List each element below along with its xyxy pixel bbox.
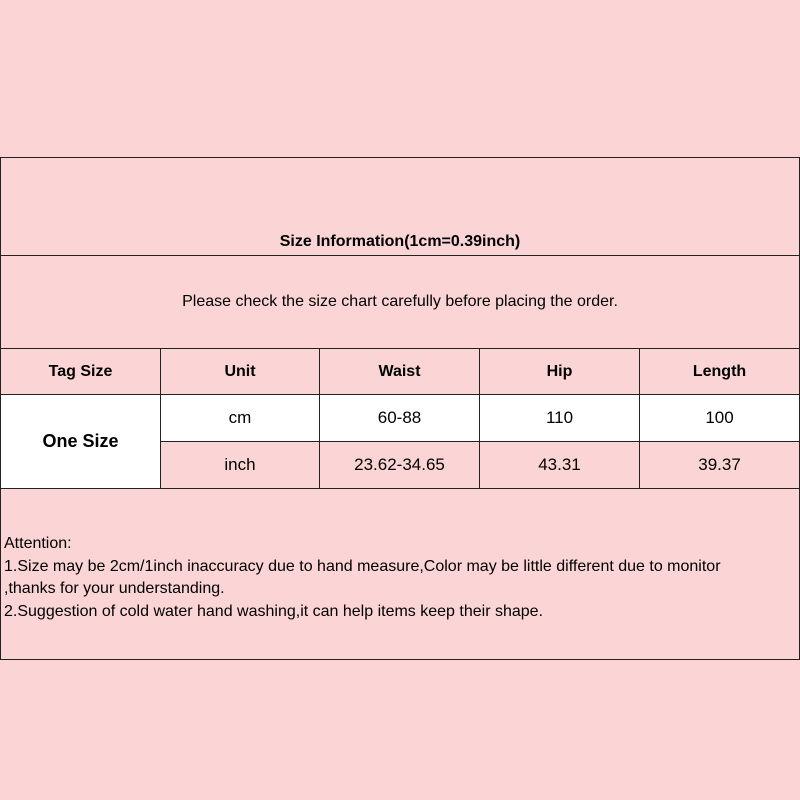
attention-row (1, 489, 800, 660)
length-inch: 39.37 (640, 442, 800, 489)
header-waist: Waist (320, 349, 480, 395)
tag-size-value: One Size (1, 395, 161, 489)
size-chart-table (0, 157, 800, 660)
header-length: Length (640, 349, 800, 395)
size-chart-note: Please check the size chart carefully before placing the order. (1, 256, 800, 349)
header-tag-size: Tag Size (1, 349, 161, 395)
note-row (1, 256, 800, 349)
length-cm: 100 (640, 395, 800, 442)
header-unit: Unit (161, 349, 320, 395)
table-row-cm (1, 395, 800, 442)
attention-line-3: 2.Suggestion of cold water hand washing,it can help items keep their shape. (4, 602, 543, 620)
unit-cm: cm (161, 395, 320, 442)
hip-inch: 43.31 (480, 442, 640, 489)
hip-cm: 110 (480, 395, 640, 442)
title-row (1, 158, 800, 256)
attention-block (1, 489, 800, 660)
attention-line-2: ,thanks for your understanding. (4, 580, 225, 597)
waist-inch: 23.62-34.65 (320, 442, 480, 489)
waist-cm: 60-88 (320, 395, 480, 442)
header-row (1, 349, 800, 395)
attention-heading: Attention: (4, 535, 72, 552)
header-hip: Hip (480, 349, 640, 395)
attention-line-1: 1.Size may be 2cm/1inch inaccuracy due to hand measure,Color may be little different due to monitor (4, 557, 721, 575)
size-info-title: Size Information(1cm=0.39inch) (1, 158, 800, 256)
unit-inch: inch (161, 442, 320, 489)
